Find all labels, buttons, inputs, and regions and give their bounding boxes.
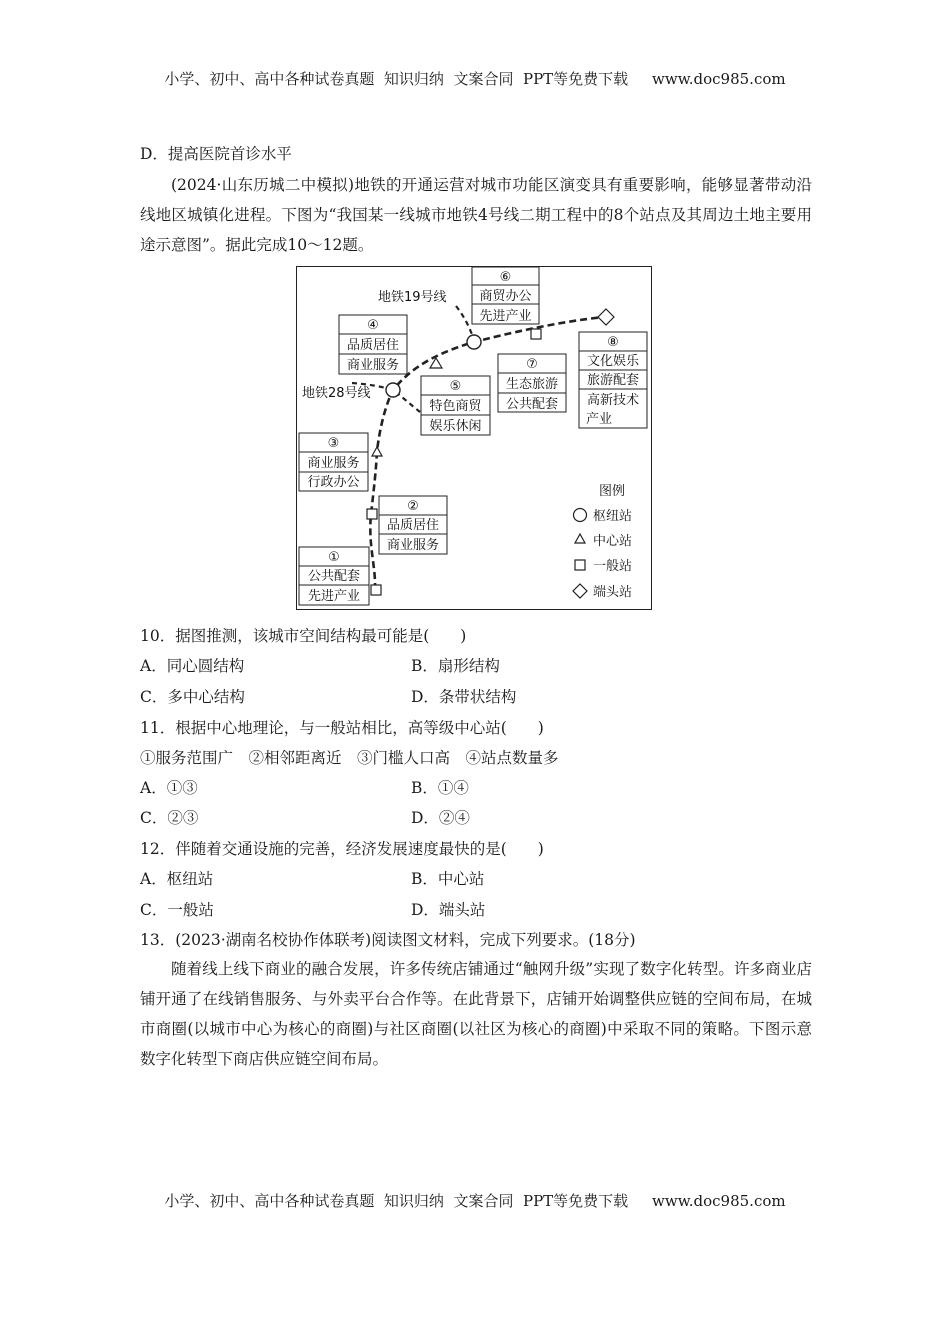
- q10-option-c: C．多中心结构: [140, 688, 245, 706]
- q12-option-d: D．端头站: [411, 901, 486, 919]
- svg-text:①: ①: [328, 550, 340, 565]
- svg-text:先进产业: 先进产业: [479, 309, 532, 324]
- q11-option-d: D．②④: [411, 809, 470, 827]
- svg-text:产业: 产业: [585, 412, 613, 427]
- q13-material: 随着线上线下商业的融合发展，许多传统店铺通过“触网升级”实现了数字化转型。许多商业店铺开通了在线销售服务、与外卖平台合作等。在此背景下，店铺开始调整供应链的空间布局，在城市商圈(以城市中心为核心的商圈)与社区商圈(以社区为核心的商圈)中采取不同的策略。下图示意数字化转型下商店供应链空间布局。: [140, 960, 812, 1068]
- legend-center: 中心站: [593, 534, 633, 549]
- page-header: 小学、初中、高中各种试卷真题 知识归纳 文案合同 PPT等免费下载 www.doc985.com: [164, 70, 786, 88]
- station-box-5: [421, 376, 490, 435]
- legend-title: 图例: [598, 484, 626, 499]
- q12-option-c: C．一般站: [140, 901, 214, 919]
- svg-text:娱乐休闲: 娱乐休闲: [429, 419, 482, 434]
- q11-stem: 11．根据中心地理论，与一般站相比，高等级中心站( ): [140, 719, 544, 737]
- svg-text:⑥: ⑥: [499, 270, 512, 285]
- legend-terminal: 端头站: [593, 585, 633, 600]
- svg-text:文化娱乐: 文化娱乐: [586, 354, 640, 369]
- legend-hub: 枢纽站: [593, 509, 633, 524]
- svg-text:商业服务: 商业服务: [346, 358, 400, 373]
- q12-stem: 12．伴随着交通设施的完善，经济发展速度最快的是( ): [140, 840, 544, 858]
- q11-items: ①服务范围广 ②相邻距离近 ③门槛人口高 ④站点数量多: [140, 749, 559, 767]
- svg-text:⑤: ⑤: [449, 379, 462, 394]
- station-box-8: [579, 332, 647, 428]
- subway-station-map: [296, 266, 652, 610]
- q10-option-a: A．同心圆结构: [140, 657, 245, 675]
- q13-stem: 13．(2023·湖南名校协作体联考)阅读图文材料，完成下列要求。(18分): [140, 931, 636, 949]
- q10-stem: 10．据图推测，该城市空间结构最可能是( ): [140, 627, 467, 645]
- station-box-6: [472, 267, 539, 324]
- svg-text:商贸办公: 商贸办公: [479, 289, 532, 304]
- hub-station-marker: [467, 335, 481, 349]
- svg-text:品质居住: 品质居住: [346, 338, 400, 353]
- svg-text:商业服务: 商业服务: [307, 456, 360, 471]
- svg-text:品质居住: 品质居住: [386, 518, 440, 533]
- svg-text:④: ④: [367, 318, 379, 333]
- q10-option-d: D．条带状结构: [411, 688, 517, 706]
- station-box-7: [498, 354, 566, 412]
- q11-option-c: C．②③: [140, 809, 199, 827]
- svg-text:⑦: ⑦: [526, 357, 538, 372]
- q12-option-a: A．枢纽站: [140, 870, 214, 888]
- svg-text:②: ②: [407, 499, 419, 514]
- general-station-marker: [531, 329, 541, 339]
- svg-text:特色商贸: 特色商贸: [429, 399, 482, 414]
- svg-text:⑧: ⑧: [607, 335, 619, 350]
- question-intro: (2024·山东历城二中模拟)地铁的开通运营对城市功能区演变具有重要影响，能够显著带动沿线地区城镇化进程。下图为“我国某一线城市地铁4号线二期工程中的8个站点及其周边土地主要用途示意图”。据此完成10～12题。: [140, 176, 812, 254]
- svg-text:③: ③: [327, 436, 340, 451]
- q11-option-b: B．①④: [411, 779, 469, 797]
- line-28-label: 地铁28号线: [302, 386, 371, 401]
- svg-text:商业服务: 商业服务: [386, 538, 440, 553]
- svg-text:旅游配套: 旅游配套: [586, 373, 640, 388]
- general-station-marker: [367, 509, 377, 519]
- station-box-1: [299, 547, 369, 605]
- station-box-3: [299, 433, 368, 491]
- svg-text:公共配套: 公共配套: [505, 397, 559, 412]
- q10-option-b: B．扇形结构: [411, 657, 500, 675]
- svg-text:生态旅游: 生态旅游: [505, 377, 559, 392]
- legend-general: 一般站: [593, 559, 633, 574]
- svg-text:行政办公: 行政办公: [307, 475, 360, 490]
- hub-station-marker: [386, 383, 400, 397]
- svg-text:公共配套: 公共配套: [307, 569, 361, 584]
- q12-option-b: B．中心站: [411, 870, 485, 888]
- q11-option-a: A．①③: [140, 779, 198, 797]
- general-station-marker: [371, 585, 381, 595]
- station-box-4: [339, 315, 407, 374]
- svg-text:高新技术: 高新技术: [586, 393, 640, 408]
- station-box-2: [379, 496, 447, 554]
- page-footer: 小学、初中、高中各种试卷真题 知识归纳 文案合同 PPT等免费下载 www.doc985.com: [164, 1192, 786, 1210]
- svg-text:先进产业: 先进产业: [307, 589, 361, 604]
- previous-option-d: D．提高医院首诊水平: [140, 145, 292, 163]
- line-19-label: 地铁19号线: [378, 290, 447, 305]
